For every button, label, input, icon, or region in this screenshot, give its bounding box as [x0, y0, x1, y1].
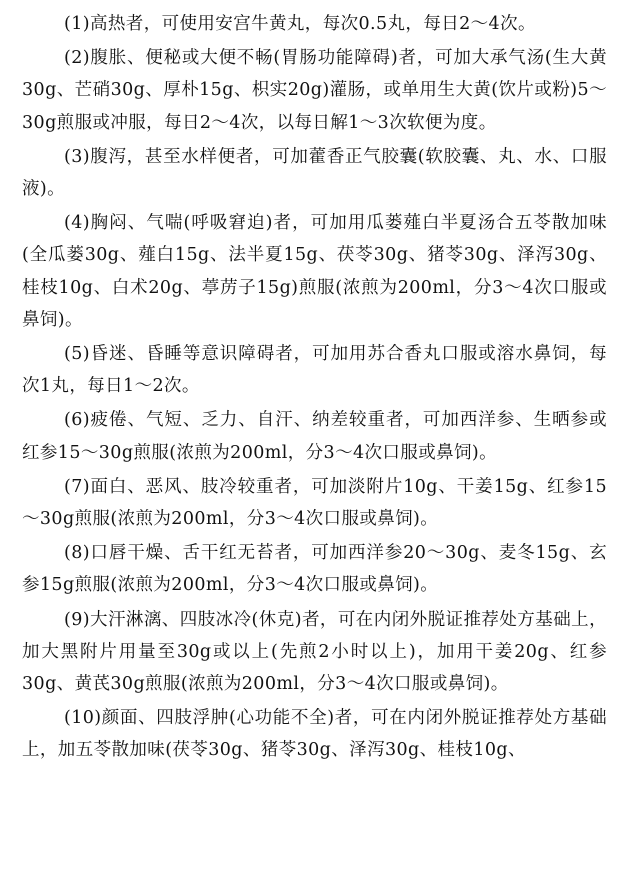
paragraph-8: (8)口唇干燥、舌干红无苔者，可加西洋参20～30g、麦冬15g、玄参15g煎服(浓煎为200ml，分3～4次口服或鼻饲)。	[22, 543, 607, 596]
paragraph-4: (4)胸闷、气喘(呼吸窘迫)者，可加用瓜蒌薤白半夏汤合五苓散加味(全瓜蒌30g、薤白15g、法半夏15g、茯苓30g、猪苓30g、泽泻30g、桂枝10g、白术20g、葶苈子15g)煎服(浓煎为200ml，分3～4次口服或鼻饲)。	[22, 213, 607, 330]
document-body	[22, 8, 607, 769]
paragraph-3: (3)腹泻，甚至水样便者，可加藿香正气胶囊(软胶囊、丸、水、口服液)。	[22, 146, 607, 200]
paragraph-7: (7)面白、恶风、肢冷较重者，可加淡附片10g、干姜15g、红参15～30g煎服(浓煎为200ml，分3～4次口服或鼻饲)。	[22, 476, 607, 530]
paragraph-6: (6)疲倦、气短、乏力、自汗、纳差较重者，可加西洋参、生晒参或红参15～30g煎服(浓煎为200ml，分3～4次口服或鼻饲)。	[22, 410, 607, 463]
paragraph-1: (1)高热者，可使用安宫牛黄丸，每次0.5丸，每日2～4次。	[64, 14, 536, 34]
paragraph-10: (10)颜面、四肢浮肿(心功能不全)者，可在内闭外脱证推荐处方基础上，加五苓散加味(茯苓30g、猪苓30g、泽泻30g、桂枝10g、	[22, 708, 607, 761]
paragraph-2: (2)腹胀、便秘或大便不畅(胃肠功能障碍)者，可加大承气汤(生大黄30g、芒硝30g、厚朴15g、枳实20g)灌肠，或单用生大黄(饮片或粉)5～30g煎服或冲服，每日2～4次，以每日解1～3次软便为度。	[22, 48, 607, 133]
paragraph-9: (9)大汗淋漓、四肢冰冷(休克)者，可在内闭外脱证推荐处方基础上，加大黑附片用量至30g或以上(先煎2小时以上)，加用干姜20g、红参30g、黄芪30g煎服(浓煎为200ml，分3～4次口服或鼻饲)。	[22, 609, 607, 695]
paragraph-5: (5)昏迷、昏睡等意识障碍者，可加用苏合香丸口服或溶水鼻饲，每次1丸，每日1～2次。	[22, 344, 607, 397]
